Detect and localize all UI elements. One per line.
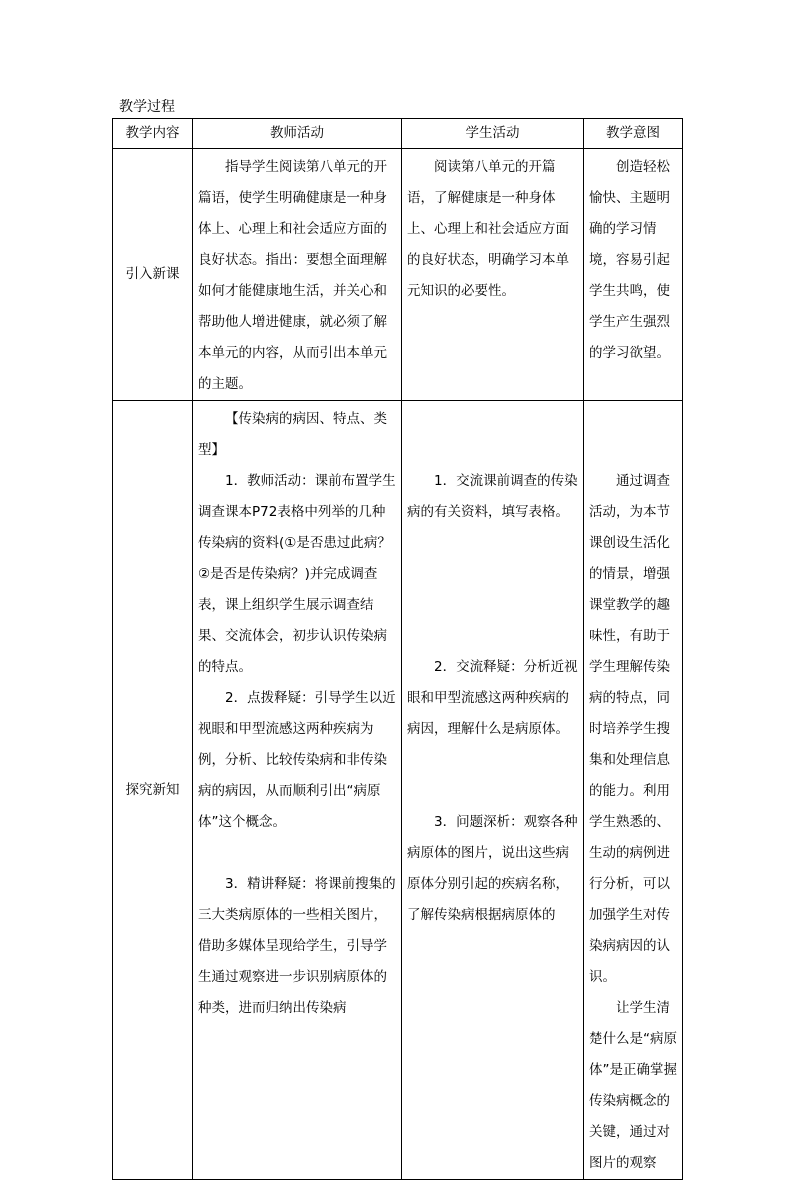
teacher-activity-cell (193, 149, 402, 401)
table-header-row (113, 119, 683, 149)
row-content-label: 引入新课 (113, 149, 193, 401)
teaching-process-table (112, 118, 683, 1180)
teaching-intent-para-1: 通过调查活动，为本节课创设生活化的情景，增强课堂教学的趣味性，有助于学生理解传染病的特点，同时培养学生搜集和处理信息的能力。利用学生熟悉的、生动的病例进行分析，可以加强学生对传染病病因的认识。 (589, 473, 670, 985)
column-header-teacher: 教师活动 (193, 119, 402, 149)
teaching-intent-cell (584, 401, 683, 1180)
teacher-activity-text: 指导学生阅读第八单元的开篇语，使学生明确健康是一种身体上、心理上和社会适应方面的良好状态。指出：要想全面理解如何才能健康地生活，并关心和帮助他人增进健康，就必须了解本单元的内容，从而引出本单元的主题。 (198, 159, 387, 392)
student-activity-step-2: 2．交流释疑：分析近视眼和甲型流感这两种疾病的病因，理解什么是病原体。 (407, 659, 578, 737)
teacher-activity-cell (193, 401, 402, 1180)
teacher-activity-step-3: 3．精讲释疑：将课前搜集的三大类病原体的一些相关图片，借助多媒体呈现给学生，引导学生通过观察进一步识别病原体的种类，进而归纳出传染病 (198, 876, 396, 1016)
student-activity-step-1: 1．交流课前调查的传染病的有关资料，填写表格。 (407, 473, 578, 520)
student-activity-text: 阅读第八单元的开篇语，了解健康是一种身体上、心理上和社会适应方面的良好状态，明确学习本单元知识的必要性。 (407, 159, 569, 299)
column-header-intent: 教学意图 (584, 119, 683, 149)
column-header-content: 教学内容 (113, 119, 193, 149)
student-activity-cell (402, 401, 584, 1180)
column-header-student: 学生活动 (402, 119, 584, 149)
table-row (113, 149, 683, 401)
teaching-intent-cell (584, 149, 683, 401)
teacher-activity-step-1: 1．教师活动：课前布置学生调查课本P72表格中列举的几种传染病的资料(①是否患过此病？②是否是传染病？)并完成调查表，课上组织学生展示调查结果、交流体会，初步认识传染病的特点。 (198, 473, 396, 675)
section-title: 教学过程 (119, 99, 175, 115)
teaching-intent-para-2: 让学生清楚什么是“病原体”是正确掌握传染病概念的关键，通过对图片的观察 (589, 1000, 677, 1171)
table-row (113, 401, 683, 1180)
student-activity-cell (402, 149, 584, 401)
row-content-label: 探究新知 (113, 401, 193, 1180)
teaching-intent-text: 创造轻松愉快、主题明确的学习情境，容易引起学生共鸣，使学生产生强烈的学习欲望。 (589, 159, 670, 361)
student-activity-step-3: 3．问题深析：观察各种病原体的图片，说出这些病原体分别引起的疾病名称，了解传染病根据病原体的 (407, 814, 578, 923)
teacher-activity-heading: 【传染病的病因、特点、类型】 (198, 411, 387, 458)
teacher-activity-step-2: 2．点拨释疑：引导学生以近视眼和甲型流感这两种疾病为例，分析、比较传染病和非传染病的病因，从而顺利引出“病原体”这个概念。 (198, 690, 396, 830)
